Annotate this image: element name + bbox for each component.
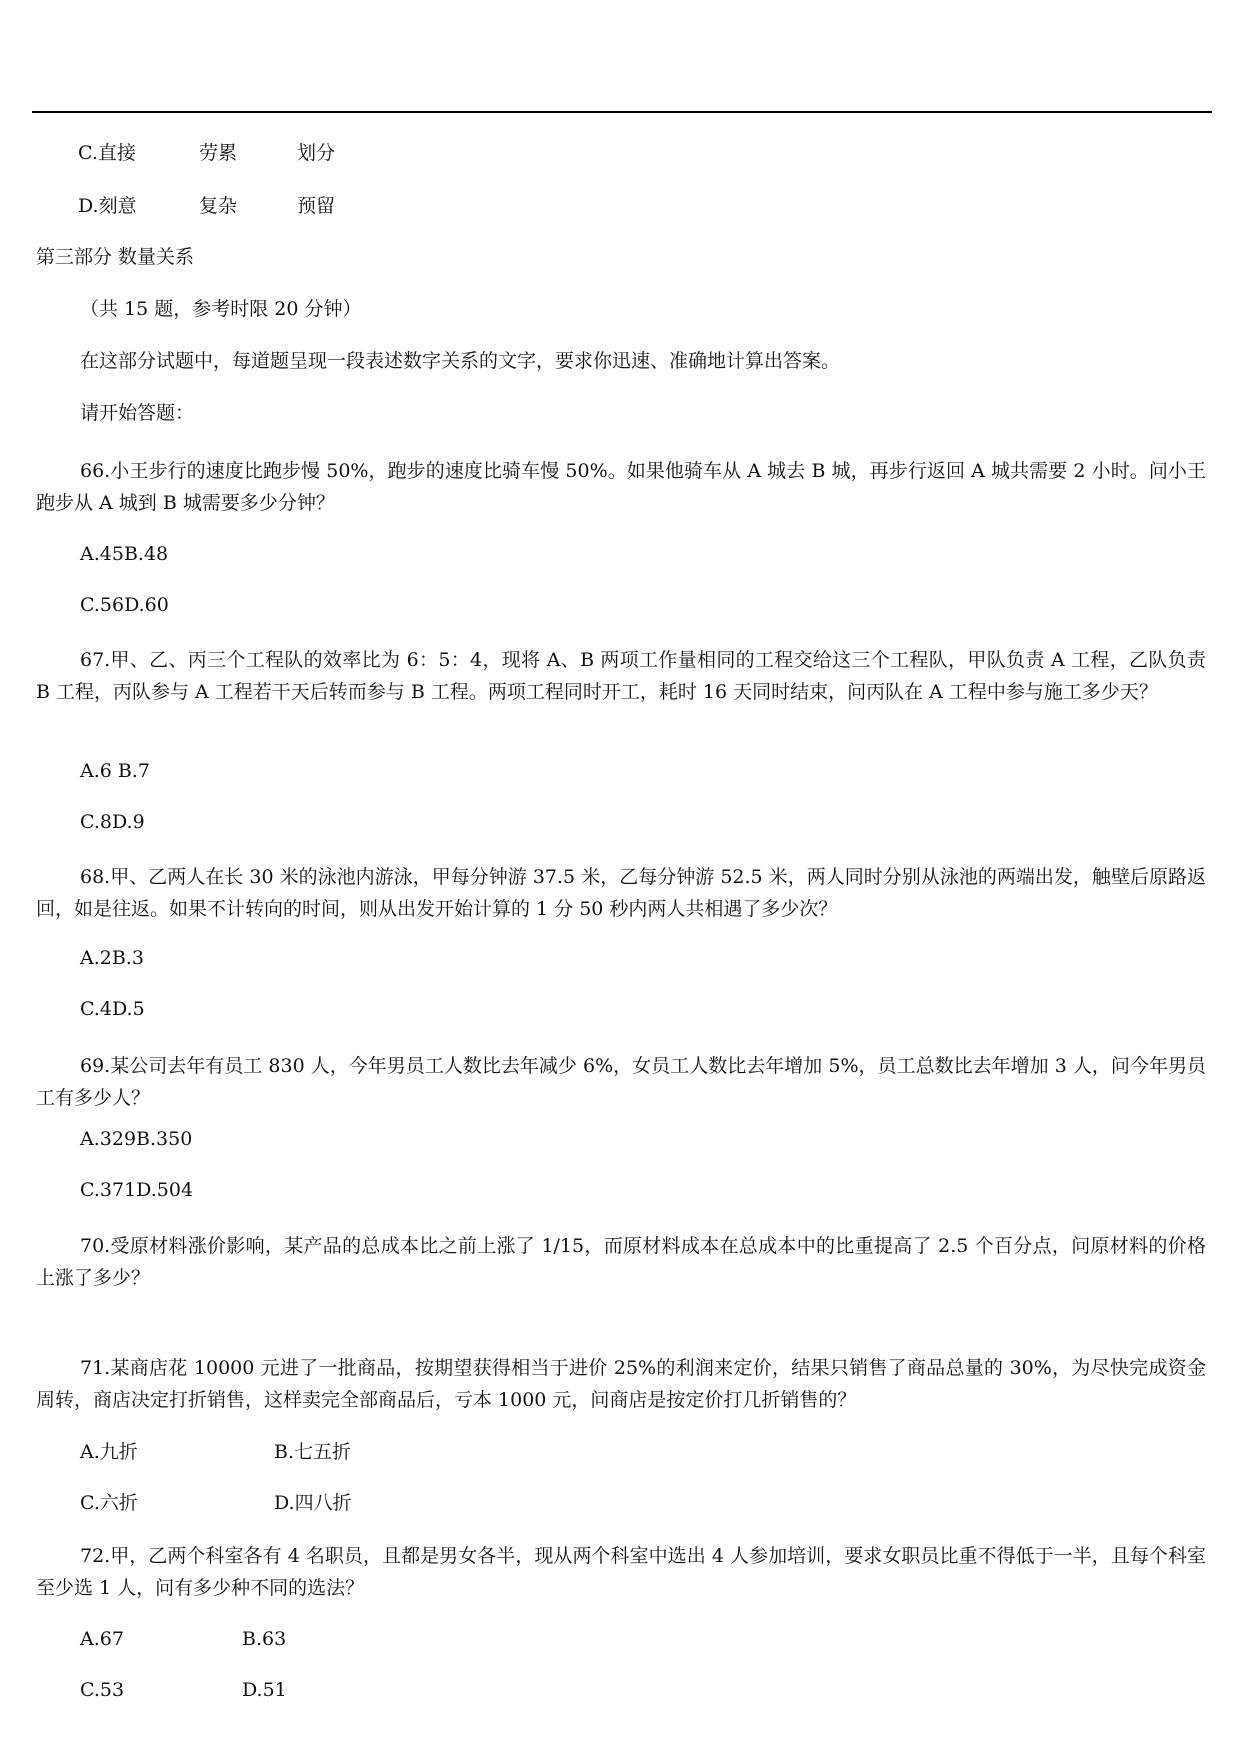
question-69: 69.某公司去年有员工 830 人，今年男员工人数比去年减少 6%，女员工人数比去年增加 5%，员工总数比去年增加 3 人，问今年男员工有多少人？ <box>36 1055 1206 1109</box>
q67-options-ab: A.6 B.7 <box>80 760 150 782</box>
question-68: 68.甲、乙两人在长 30 米的泳池内游泳，甲每分钟游 37.5 米，乙每分钟游 52.5 米，两人同时分别从泳池的两端出发，触壁后原路返回，如是往返。如果不计转向的时间，则从出发开始计算的 1 分 50 秒内两人共相遇了多少次？ <box>36 866 1206 920</box>
q69-options-cd: C.371D.504 <box>80 1179 194 1201</box>
question-72: 72.甲，乙两个科室各有 4 名职员，且都是男女各半，现从两个科室中选出 4 人参加培训，要求女职员比重不得低于一半，且每个科室至少选 1 人，问有多少种不同的选法？ <box>36 1545 1206 1599</box>
q66-options-ab: A.45B.48 <box>80 543 169 565</box>
question-67: 67.甲、乙、丙三个工程队的效率比为 6：5：4，现将 A、B 两项工作量相同的工程交给这三个工程队，甲队负责 A 工程，乙队负责 B 工程，丙队参与 A 工程若干天后转而参与 B 工程。两项工程同时开工，耗时 16 天同时结束，问丙队在 A 工程中参与施工多少天？ <box>36 649 1206 703</box>
question-71: 71.某商店花 10000 元进了一批商品，按期望获得相当于进价 25%的利润来定价，结果只销售了商品总量的 30%，为尽快完成资金周转，商店决定打折销售，这样卖完全部商品后，亏本 1000 元，问商店是按定价打几折销售的？ <box>36 1357 1206 1411</box>
section-instruction: 在这部分试题中，每道题呈现一段表述数字关系的文字，要求你迅速、准确地计算出答案。 <box>80 350 841 372</box>
header-rule <box>32 111 1212 113</box>
q68-options-ab: A.2B.3 <box>80 947 144 969</box>
question-70: 70.受原材料涨价影响，某产品的总成本比之前上涨了 1/15，而原材料成本在总成本中的比重提高了 2.5 个百分点，问原材料的价格上涨了多少？ <box>36 1235 1206 1289</box>
q69-options-ab: A.329B.350 <box>80 1128 193 1150</box>
q67-options-cd: C.8D.9 <box>80 811 145 833</box>
start-prompt: 请开始答题： <box>80 402 195 424</box>
section-note: （共 15 题，参考时限 20 分钟） <box>80 298 362 320</box>
question-66: 66.小王步行的速度比跑步慢 50%，跑步的速度比骑车慢 50%。如果他骑车从 A 城去 B 城，再步行返回 A 城共需要 2 小时。问小王跑步从 A 城到 B 城需要多少分钟？ <box>36 460 1206 514</box>
section-title: 第三部分 数量关系 <box>36 246 195 268</box>
q66-options-cd: C.56D.60 <box>80 594 169 616</box>
q68-options-cd: C.4D.5 <box>80 998 145 1020</box>
